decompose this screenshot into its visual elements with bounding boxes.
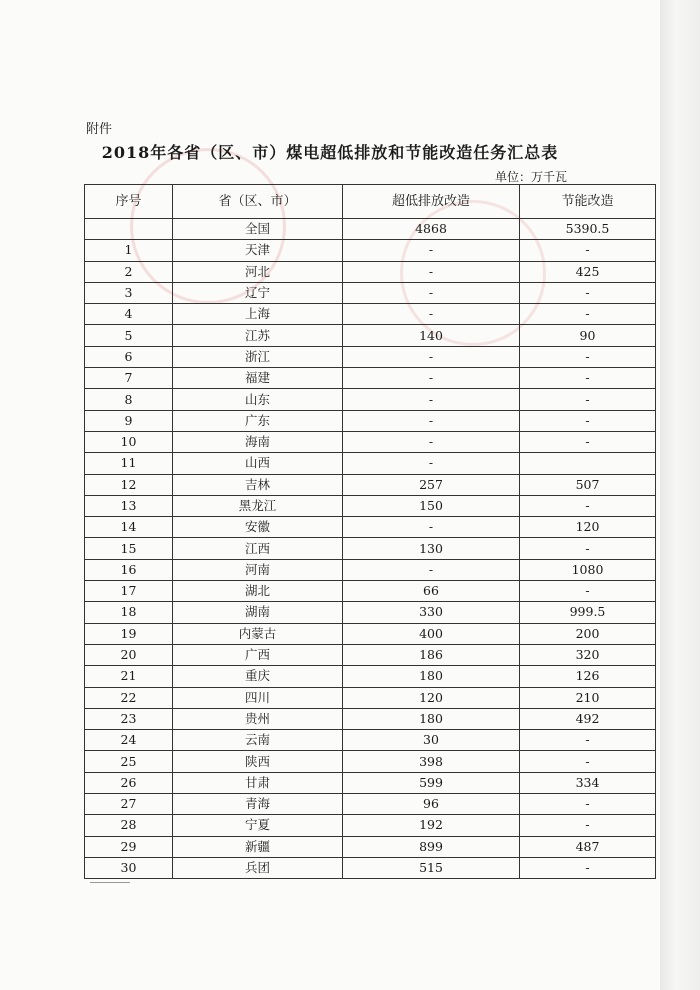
- cell-province: 天津: [173, 240, 343, 261]
- table-row: [85, 538, 656, 559]
- table-row: [85, 644, 656, 665]
- cell-index: 30: [85, 857, 173, 878]
- cell-energy-saving: 126: [520, 666, 656, 687]
- cell-province: 江苏: [173, 325, 343, 346]
- cell-energy-saving: -: [520, 304, 656, 325]
- cell-ultra-low-emission: 140: [343, 325, 520, 346]
- cell-ultra-low-emission: -: [343, 559, 520, 580]
- cell-province: 吉林: [173, 474, 343, 495]
- cell-ultra-low-emission: 180: [343, 708, 520, 729]
- cell-ultra-low-emission: 899: [343, 836, 520, 857]
- cell-energy-saving: 492: [520, 708, 656, 729]
- cell-province: 青海: [173, 794, 343, 815]
- cell-index: 19: [85, 623, 173, 644]
- table-row: [85, 602, 656, 623]
- table-row: [85, 219, 656, 240]
- cell-index: 25: [85, 751, 173, 772]
- cell-province: 山西: [173, 453, 343, 474]
- cell-energy-saving: -: [520, 857, 656, 878]
- cell-energy-saving: 90: [520, 325, 656, 346]
- cell-province: 广东: [173, 410, 343, 431]
- table-row: [85, 474, 656, 495]
- table-row: [85, 368, 656, 389]
- document-title: 2018年各省（区、市）煤电超低排放和节能改造任务汇总表: [101, 143, 559, 162]
- cell-energy-saving: -: [520, 346, 656, 367]
- cell-ultra-low-emission: -: [343, 368, 520, 389]
- cell-ultra-low-emission: -: [343, 261, 520, 282]
- table-row: [85, 772, 656, 793]
- cell-index: 3: [85, 282, 173, 303]
- cell-ultra-low-emission: 599: [343, 772, 520, 793]
- cell-index: 21: [85, 666, 173, 687]
- cell-province: 重庆: [173, 666, 343, 687]
- page-number-mark: [90, 882, 130, 883]
- cell-index: 6: [85, 346, 173, 367]
- cell-ultra-low-emission: -: [343, 517, 520, 538]
- cell-province: 贵州: [173, 708, 343, 729]
- cell-province: 安徽: [173, 517, 343, 538]
- header-index: 序号: [85, 185, 173, 219]
- table-row: [85, 282, 656, 303]
- cell-energy-saving: -: [520, 282, 656, 303]
- table-row: [85, 730, 656, 751]
- table-row: [85, 495, 656, 516]
- cell-energy-saving: -: [520, 815, 656, 836]
- table-row: [85, 389, 656, 410]
- cell-ultra-low-emission: 398: [343, 751, 520, 772]
- cell-ultra-low-emission: -: [343, 410, 520, 431]
- cell-energy-saving: 320: [520, 644, 656, 665]
- table-row: [85, 708, 656, 729]
- cell-energy-saving: 334: [520, 772, 656, 793]
- cell-index: 15: [85, 538, 173, 559]
- cell-index: 24: [85, 730, 173, 751]
- cell-index: 11: [85, 453, 173, 474]
- cell-province: 海南: [173, 431, 343, 452]
- cell-province: 福建: [173, 368, 343, 389]
- cell-energy-saving: -: [520, 410, 656, 431]
- cell-ultra-low-emission: 192: [343, 815, 520, 836]
- cell-province: 新疆: [173, 836, 343, 857]
- cell-province: 兵团: [173, 857, 343, 878]
- cell-province: 四川: [173, 687, 343, 708]
- cell-ultra-low-emission: 257: [343, 474, 520, 495]
- cell-province: 甘肃: [173, 772, 343, 793]
- cell-province: 云南: [173, 730, 343, 751]
- table-row: [85, 346, 656, 367]
- cell-ultra-low-emission: 66: [343, 581, 520, 602]
- cell-index: 18: [85, 602, 173, 623]
- table-row: [85, 794, 656, 815]
- cell-index: 2: [85, 261, 173, 282]
- cell-province: 河南: [173, 559, 343, 580]
- cell-ultra-low-emission: -: [343, 282, 520, 303]
- cell-index: 12: [85, 474, 173, 495]
- cell-energy-saving: 5390.5: [520, 219, 656, 240]
- cell-ultra-low-emission: 120: [343, 687, 520, 708]
- cell-ultra-low-emission: -: [343, 453, 520, 474]
- cell-energy-saving: 507: [520, 474, 656, 495]
- table-row: [85, 410, 656, 431]
- table-row: [85, 581, 656, 602]
- cell-province: 广西: [173, 644, 343, 665]
- cell-energy-saving: [520, 453, 656, 474]
- cell-energy-saving: -: [520, 240, 656, 261]
- cell-index: 26: [85, 772, 173, 793]
- table-row: [85, 751, 656, 772]
- table-header-row: [85, 185, 656, 219]
- cell-index: 7: [85, 368, 173, 389]
- cell-energy-saving: -: [520, 581, 656, 602]
- cell-ultra-low-emission: 180: [343, 666, 520, 687]
- cell-energy-saving: 1080: [520, 559, 656, 580]
- table-row: [85, 623, 656, 644]
- cell-province: 内蒙古: [173, 623, 343, 644]
- cell-energy-saving: 210: [520, 687, 656, 708]
- cell-province: 辽宁: [173, 282, 343, 303]
- cell-index: 16: [85, 559, 173, 580]
- cell-index: 29: [85, 836, 173, 857]
- table-row: [85, 666, 656, 687]
- cell-province: 江西: [173, 538, 343, 559]
- cell-ultra-low-emission: -: [343, 389, 520, 410]
- cell-energy-saving: 120: [520, 517, 656, 538]
- cell-ultra-low-emission: 330: [343, 602, 520, 623]
- cell-ultra-low-emission: 515: [343, 857, 520, 878]
- table-row: [85, 240, 656, 261]
- cell-index: 10: [85, 431, 173, 452]
- attachment-label: 附件: [86, 122, 113, 137]
- cell-ultra-low-emission: 4868: [343, 219, 520, 240]
- cell-energy-saving: 425: [520, 261, 656, 282]
- cell-energy-saving: -: [520, 794, 656, 815]
- table-row: [85, 304, 656, 325]
- cell-ultra-low-emission: -: [343, 304, 520, 325]
- cell-province: 陕西: [173, 751, 343, 772]
- cell-ultra-low-emission: 186: [343, 644, 520, 665]
- next-page-edge: [660, 0, 700, 990]
- cell-ultra-low-emission: 130: [343, 538, 520, 559]
- cell-ultra-low-emission: 400: [343, 623, 520, 644]
- cell-province: 宁夏: [173, 815, 343, 836]
- cell-energy-saving: -: [520, 538, 656, 559]
- cell-ultra-low-emission: -: [343, 431, 520, 452]
- cell-ultra-low-emission: 30: [343, 730, 520, 751]
- cell-energy-saving: -: [520, 368, 656, 389]
- cell-energy-saving: -: [520, 389, 656, 410]
- table-row: [85, 815, 656, 836]
- table-row: [85, 453, 656, 474]
- cell-index: 13: [85, 495, 173, 516]
- cell-index: 20: [85, 644, 173, 665]
- header-energy-saving: 节能改造: [520, 185, 656, 219]
- cell-energy-saving: -: [520, 495, 656, 516]
- cell-province: 黑龙江: [173, 495, 343, 516]
- cell-index: 22: [85, 687, 173, 708]
- table-row: [85, 857, 656, 878]
- table-row: [85, 517, 656, 538]
- cell-index: 9: [85, 410, 173, 431]
- cell-index: 23: [85, 708, 173, 729]
- header-ultra-low-emission: 超低排放改造: [343, 185, 520, 219]
- task-summary-table: [84, 184, 656, 879]
- cell-ultra-low-emission: 150: [343, 495, 520, 516]
- table-row: [85, 687, 656, 708]
- cell-province: 湖南: [173, 602, 343, 623]
- table-row: [85, 431, 656, 452]
- unit-label: 单位：万千瓦: [495, 170, 568, 184]
- cell-province: 山东: [173, 389, 343, 410]
- header-province: 省（区、市）: [173, 185, 343, 219]
- cell-index: 4: [85, 304, 173, 325]
- table-row: [85, 836, 656, 857]
- cell-ultra-low-emission: 96: [343, 794, 520, 815]
- cell-energy-saving: -: [520, 751, 656, 772]
- table-row: [85, 559, 656, 580]
- cell-province: 上海: [173, 304, 343, 325]
- cell-index: 28: [85, 815, 173, 836]
- table-row: [85, 261, 656, 282]
- cell-ultra-low-emission: -: [343, 240, 520, 261]
- cell-index: 27: [85, 794, 173, 815]
- cell-index: 14: [85, 517, 173, 538]
- cell-index: 17: [85, 581, 173, 602]
- cell-province: 河北: [173, 261, 343, 282]
- cell-energy-saving: -: [520, 431, 656, 452]
- cell-energy-saving: 999.5: [520, 602, 656, 623]
- cell-province: 全国: [173, 219, 343, 240]
- cell-energy-saving: 487: [520, 836, 656, 857]
- cell-index: 5: [85, 325, 173, 346]
- cell-province: 湖北: [173, 581, 343, 602]
- cell-energy-saving: 200: [520, 623, 656, 644]
- cell-index: 8: [85, 389, 173, 410]
- cell-energy-saving: -: [520, 730, 656, 751]
- table-row: [85, 325, 656, 346]
- cell-index: [85, 219, 173, 240]
- cell-index: 1: [85, 240, 173, 261]
- cell-province: 浙江: [173, 346, 343, 367]
- cell-ultra-low-emission: -: [343, 346, 520, 367]
